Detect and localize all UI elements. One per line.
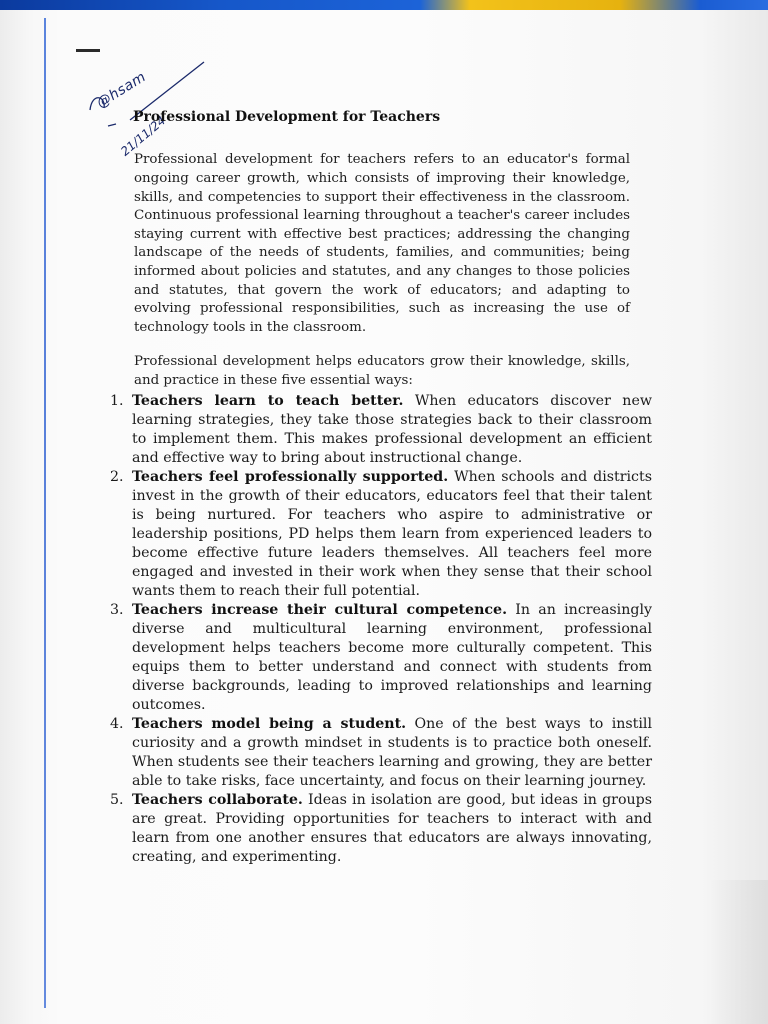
list-item-text: When educators discover new learning strategies, they take those strategies back to their classroom to implement them. This makes professional development an efficient and effective way to bring about instructional change. xyxy=(132,393,652,466)
list-item-lead: Teachers increase their cultural competence. xyxy=(132,602,508,618)
top-color-band xyxy=(0,0,768,10)
list-item xyxy=(104,791,652,867)
list-item xyxy=(104,468,652,601)
page-curl-shadow xyxy=(708,880,768,1024)
list-item-number: 3. xyxy=(110,602,124,618)
lead-in-paragraph: Professional development helps educators grow their knowledge, skills, and practice in these five essential ways: xyxy=(134,354,630,388)
page-edge-line xyxy=(44,18,46,1008)
intro-paragraph: Professional development for teachers refers to an educator's formal ongoing career growth, which consists of improving their knowledge, skills, and competencies to support their effectiveness in the classroom. Continuous professional learning throughout a teacher's career includes staying current with effective best practices; addressing the changing landscape of the needs of students, families, and communities; being informed about policies and statutes, and any changes to those policies and statutes, that govern the work of educators; and adapting to evolving professional responsibilities, such as increasing the use of technology tools in the classroom. xyxy=(134,152,630,335)
list-item-text: When schools and districts invest in the growth of their educators, educators feel that their talent is being nurtured. For teachers who aspire to administrative or leadership positions, PD helps them learn from experienced leaders to become effective future leaders themselves. All teachers feel more engaged and invested in their work when they sense that their school wants them to reach their full potential. xyxy=(132,469,652,599)
list-item-lead: Teachers learn to teach better. xyxy=(132,393,404,409)
page-title: Professional Development for Teachers xyxy=(133,109,441,125)
list-item-lead: Teachers collaborate. xyxy=(132,792,303,808)
list-item-lead: Teachers model being a student. xyxy=(132,716,407,732)
list-item-number: 4. xyxy=(110,716,124,732)
list-item-text: One of the best ways to instill curiosity and a growth mindset in students is to practice both oneself. When students see their teachers learning and growing, they are better able to take risks, face uncertainty, and focus on their learning journey. xyxy=(132,716,652,789)
signature-text: @hsam xyxy=(94,68,150,112)
essential-ways-list xyxy=(104,392,652,867)
list-item-number: 5. xyxy=(110,792,124,808)
signature-date: 21/11/24 xyxy=(118,113,169,159)
list-item-text: Ideas in isolation are good, but ideas in groups are great. Providing opportunities for teachers to interact with and learn from one another ensures that educators are always innovating, creating, and experimenting. xyxy=(132,792,652,865)
list-item xyxy=(104,392,652,468)
list-item xyxy=(104,715,652,791)
list-item-text: In an increasingly diverse and multicultural learning environment, professional development helps teachers become more culturally competent. This equips them to better understand and connect with students from diverse backgrounds, leading to improved relationships and learning outcomes. xyxy=(132,602,652,713)
list-item-number: 2. xyxy=(110,469,124,485)
list-item-lead: Teachers feel professionally supported. xyxy=(132,469,449,485)
list-item xyxy=(104,601,652,715)
list-item-number: 1. xyxy=(110,393,124,409)
